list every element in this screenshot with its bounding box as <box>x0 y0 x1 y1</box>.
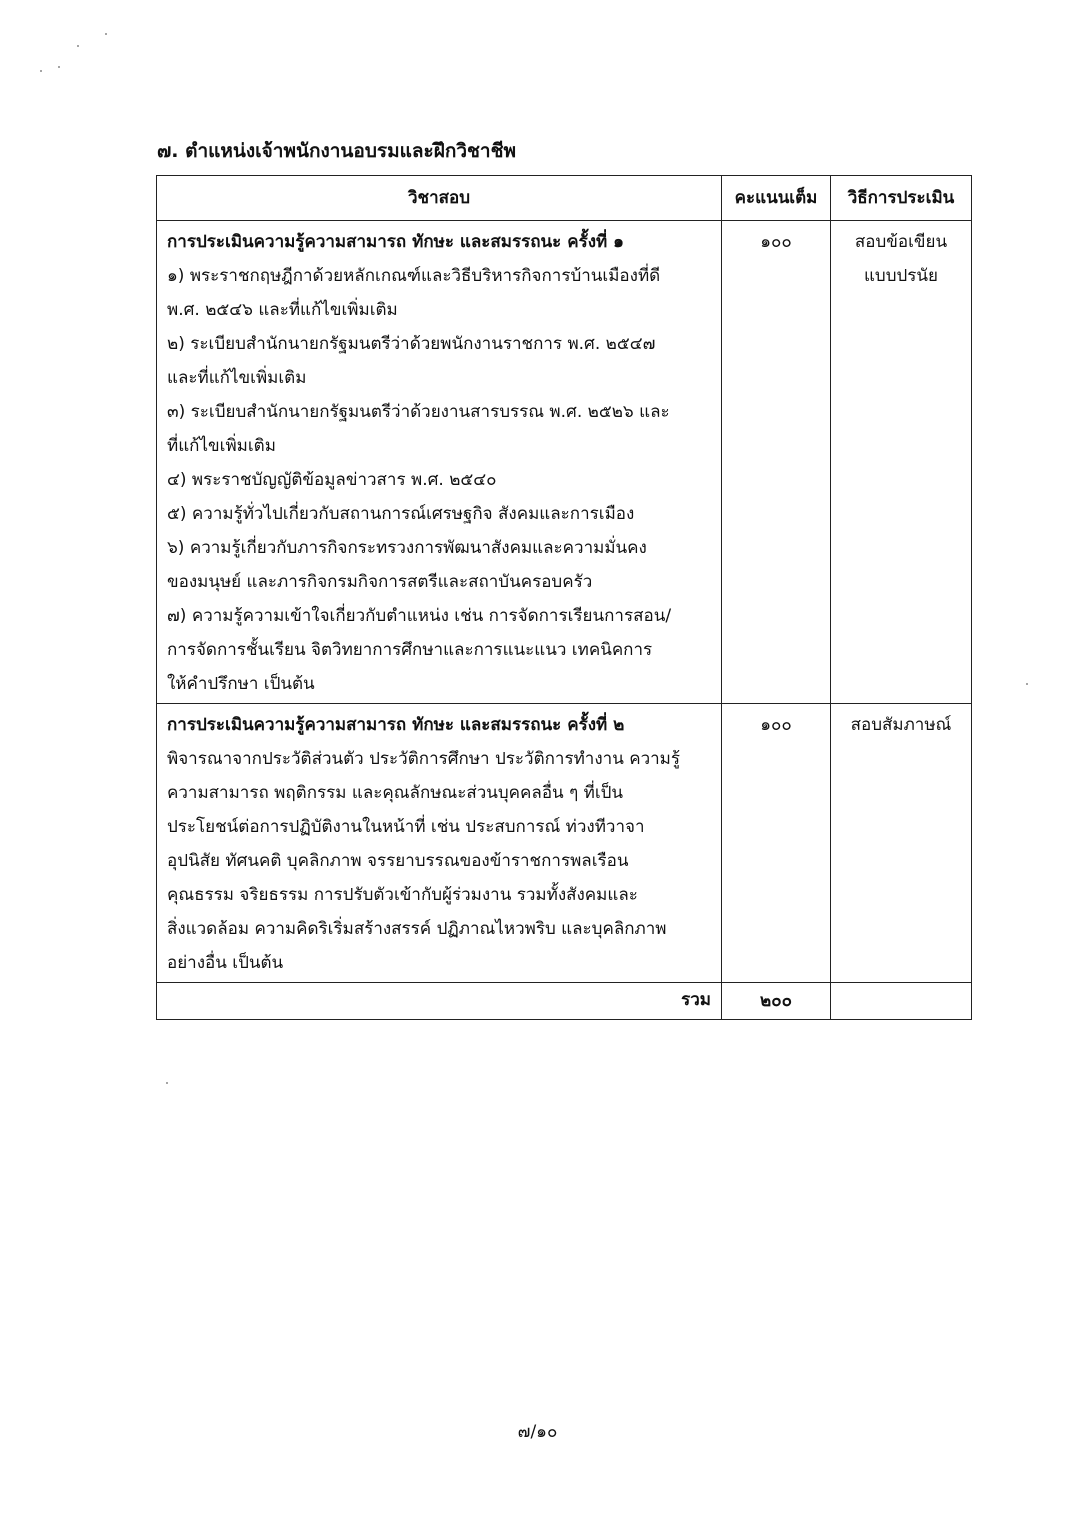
subject-line: พิจารณาจากประวัติส่วนตัว ประวัติการศึกษา ประวัติการทำงาน ความรู้ <box>167 749 681 769</box>
scan-speck <box>58 66 60 68</box>
subject-line: ของมนุษย์ และภารกิจกรมกิจการสตรีและสถาบันครอบครัว <box>167 572 593 592</box>
subject-cell <box>157 221 722 704</box>
score-cell: ๑๐๐ <box>722 221 831 704</box>
subject-line: ๕) ความรู้ทั่วไปเกี่ยวกับสถานการณ์เศรษฐกิจ สังคมและการเมือง <box>167 504 635 524</box>
total-label: รวม <box>157 983 722 1020</box>
method-cell <box>831 221 972 704</box>
table-row <box>157 221 972 704</box>
scan-speck <box>40 70 42 72</box>
table-header-row <box>157 176 972 221</box>
section-title: การประเมินความรู้ความสามารถ ทักษะ และสมรรถนะ ครั้งที่ ๑ <box>167 232 624 252</box>
scan-speck <box>1026 683 1028 685</box>
table-row <box>157 704 972 983</box>
header-method: วิธีการประเมิน <box>831 176 972 221</box>
subject-line: อุปนิสัย ทัศนคติ บุคลิกภาพ จรรยาบรรณของข้าราชการพลเรือน <box>167 851 629 871</box>
subject-line: ให้คำปรึกษา เป็นต้น <box>167 674 315 694</box>
subject-line: ๗) ความรู้ความเข้าใจเกี่ยวกับตำแหน่ง เช่น การจัดการเรียนการสอน/ <box>167 606 672 626</box>
header-subject: วิชาสอบ <box>157 176 722 221</box>
section-heading: ๗. ตำแหน่งเจ้าพนักงานอบรมและฝึกวิชาชีพ <box>157 140 516 162</box>
scan-speck <box>77 45 79 47</box>
subject-line: ๑) พระราชกฤษฎีกาด้วยหลักเกณฑ์และวิธีบริหารกิจการบ้านเมืองที่ดี <box>167 266 661 286</box>
method-line: สอบข้อเขียน <box>854 232 948 252</box>
method-line: แบบปรนัย <box>863 266 939 286</box>
score-cell: ๑๐๐ <box>722 704 831 983</box>
subject-line: ความสามารถ พฤติกรรม และคุณลักษณะส่วนบุคคลอื่น ๆ ที่เป็น <box>167 783 624 803</box>
total-score: ๒๐๐ <box>722 983 831 1020</box>
subject-line: พ.ศ. ๒๕๔๖ และที่แก้ไขเพิ่มเติม <box>167 300 398 320</box>
method-cell <box>831 704 972 983</box>
page-number: ๗/๑๐ <box>517 1422 558 1442</box>
subject-line: ๖) ความรู้เกี่ยวกับภารกิจกระทรวงการพัฒนาสังคมและความมั่นคง <box>167 538 647 558</box>
subject-line: คุณธรรม จริยธรรม การปรับตัวเข้ากับผู้ร่วมงาน รวมทั้งสังคมและ <box>167 885 638 905</box>
scan-speck <box>105 33 107 35</box>
header-score: คะแนนเต็ม <box>722 176 831 221</box>
subject-line: ที่แก้ไขเพิ่มเติม <box>167 436 276 456</box>
subject-line: ประโยชน์ต่อการปฏิบัติงานในหน้าที่ เช่น ประสบการณ์ ท่วงทีวาจา <box>167 817 645 837</box>
subject-line: ๓) ระเบียบสำนักนายกรัฐมนตรีว่าด้วยงานสารบรรณ พ.ศ. ๒๕๒๖ และ <box>167 402 670 422</box>
subject-line: ๔) พระราชบัญญัติข้อมูลข่าวสาร พ.ศ. ๒๕๔๐ <box>167 470 497 490</box>
total-method <box>831 983 972 1020</box>
method-line: สอบสัมภาษณ์ <box>850 715 952 735</box>
total-row <box>157 983 972 1020</box>
exam-criteria-table <box>156 175 972 1020</box>
subject-line: การจัดการชั้นเรียน จิตวิทยาการศึกษาและการแนะแนว เทคนิคการ <box>167 640 653 660</box>
subject-line: สิ่งแวดล้อม ความคิดริเริ่มสร้างสรรค์ ปฏิภาณไหวพริบ และบุคลิกภาพ <box>167 919 667 939</box>
subject-line: ๒) ระเบียบสำนักนายกรัฐมนตรีว่าด้วยพนักงานราชการ พ.ศ. ๒๕๔๗ <box>167 334 656 354</box>
scan-speck <box>166 1082 168 1084</box>
subject-cell <box>157 704 722 983</box>
subject-line: อย่างอื่น เป็นต้น <box>167 953 284 973</box>
section-title: การประเมินความรู้ความสามารถ ทักษะ และสมรรถนะ ครั้งที่ ๒ <box>167 715 625 735</box>
subject-line: และที่แก้ไขเพิ่มเติม <box>167 368 307 388</box>
